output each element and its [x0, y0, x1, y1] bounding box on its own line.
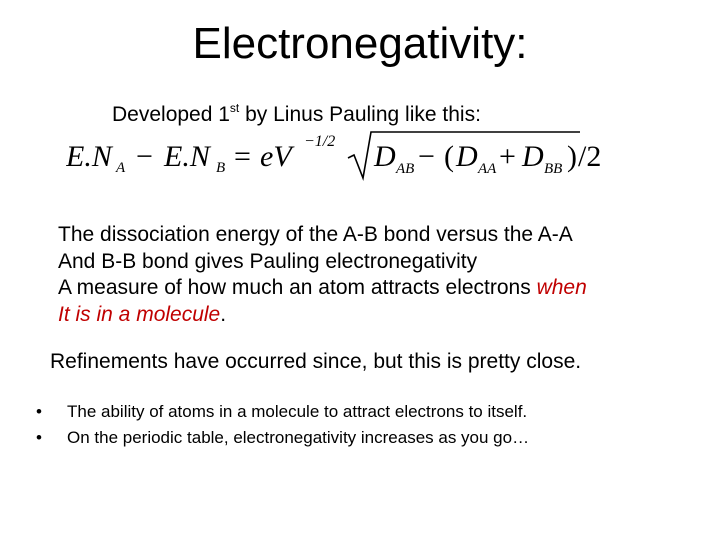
subtitle: [112, 102, 481, 128]
formula-exponent: −1/2: [304, 133, 336, 150]
formula-equals: =: [234, 140, 251, 173]
subtitle-text-before: Developed 1: [112, 103, 230, 126]
paragraph-line-3-text: A measure of how much an atom attracts electrons: [58, 276, 537, 299]
formula-paren-open: (: [444, 140, 454, 173]
paragraph-line-2: And B-B bond gives Pauling electronegativity: [58, 249, 478, 273]
formula-divisor: /2: [578, 140, 602, 173]
refinement-note: Refinements have occurred since, but this is pretty close.: [50, 350, 582, 373]
formula-minus: −: [136, 140, 153, 173]
formula-sub-a: A: [116, 160, 126, 176]
paragraph-line-1: The dissociation energy of the A-B bond versus the A-A: [58, 223, 573, 246]
subtitle-superscript: st: [229, 101, 240, 115]
formula-sub-bb: BB: [544, 161, 563, 177]
formula-en-b: E.N: [164, 140, 210, 173]
formula-paren-close: ): [567, 140, 577, 173]
formula-en-a: E.N: [66, 140, 112, 173]
formula-plus: +: [499, 140, 516, 173]
bullet-item: [36, 399, 529, 425]
formula-sub-b: B: [216, 160, 226, 176]
highlight-in-molecule: It is in a molecule: [58, 302, 221, 326]
formula-d-ab: D: [374, 140, 396, 173]
bullet-marker: •: [36, 428, 42, 447]
formula-minus-2: −: [418, 140, 435, 173]
paragraph-line-4-period: .: [220, 302, 227, 326]
bullet-item: [36, 425, 529, 451]
formula-d-aa: D: [456, 140, 478, 173]
paragraph-line-4: [58, 302, 587, 329]
bullet-marker: •: [36, 402, 42, 421]
subtitle-text-after: by Linus Pauling like this:: [239, 103, 481, 126]
formula-coefficient: eV: [260, 140, 292, 173]
pauling-formula: [66, 128, 606, 184]
paragraph-line-3: [58, 275, 587, 302]
pauling-explanation: [58, 222, 587, 328]
highlight-when: when: [536, 276, 587, 299]
slide-title: Electronegativity:: [192, 19, 528, 68]
formula-d-bb: D: [522, 140, 544, 173]
bullet-text: The ability of atoms in a molecule to attract electrons to itself.: [67, 402, 528, 421]
bullet-list: [36, 399, 529, 451]
bullet-text: On the periodic table, electronegativity increases as you go…: [67, 428, 530, 447]
formula-sub-ab: AB: [396, 161, 415, 177]
formula-sub-aa: AA: [478, 161, 497, 177]
